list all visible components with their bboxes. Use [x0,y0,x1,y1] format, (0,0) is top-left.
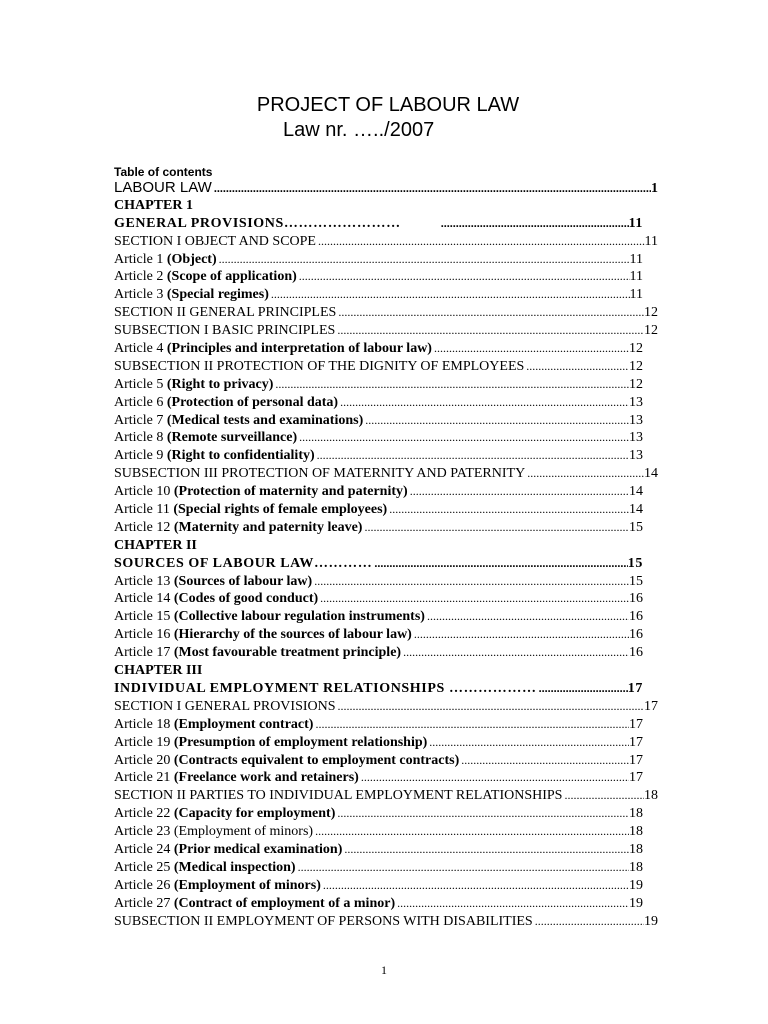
toc-entry-page: 13 [629,394,643,410]
toc-entry-title: (Presumption of employment relationship) [173,734,428,750]
toc-entry-label: Article 12 [114,519,171,535]
toc-entry-page: 18 [629,806,643,822]
toc-entry[interactable] [114,179,658,197]
toc-entry-page: 12 [644,323,658,339]
toc-entry-page: 11 [629,269,643,285]
toc-entry-label: Article 8 [114,430,164,446]
toc-entry-title: (Medical tests and examinations) [166,412,364,428]
toc-entry-title: (Employment contract) [173,716,314,732]
toc-entry-label: Article 6 [114,394,164,410]
toc-entry[interactable] [114,268,643,286]
toc-entry-label: Article 26 [114,877,171,893]
toc-entry-title: (Codes of good conduct) [173,591,319,607]
toc-entry-label: Article 16 [114,627,171,643]
toc-entry[interactable] [114,215,643,233]
toc-entry[interactable] [114,787,658,805]
toc-entry[interactable] [114,304,658,322]
toc-entry-page: 15 [627,555,643,571]
toc-entry-page: 12 [629,376,643,392]
toc-entry-page: 17 [627,680,643,696]
toc-entry-title: (Sources of labour law) [173,573,313,589]
toc-entry-page: 17 [629,752,643,768]
toc-entry-page: 13 [629,448,643,464]
toc-entry[interactable] [114,626,643,644]
toc-entry-label: Article 21 [114,770,171,786]
toc-entry-title: (Most favourable treatment principle) [173,645,402,661]
toc-entry-label: Article 15 [114,609,171,625]
toc-entry[interactable] [114,698,658,716]
document-subtitle: Law nr. …../2007 [283,119,435,141]
toc-entry-page: 11 [644,233,658,249]
toc-entry-title: (Special regimes) [166,287,269,303]
toc-entry[interactable] [114,519,643,537]
toc-entry[interactable] [114,573,643,591]
toc-entry-page: 16 [629,609,643,625]
toc-entry-label: Article 24 [114,841,171,857]
toc-entry[interactable] [114,376,643,394]
toc-entry-title: (Contract of employment of a minor) [173,895,396,911]
toc-entry[interactable] [114,447,643,465]
toc-entry-label: SUBSECTION II PROTECTION OF THE DIGNITY OF EMPLOYEES [114,358,525,374]
toc-entry-label: SUBSECTION III PROTECTION OF MATERNITY AND PATERNITY [114,466,526,482]
toc-entry-title: (Right to confidentiality) [166,448,315,464]
toc-entry-label: Article 10 [114,484,171,500]
toc-entry-title: (Contracts equivalent to employment contracts) [173,752,460,768]
toc-entry-page: 13 [629,412,643,428]
toc-entry-page: 15 [629,573,643,589]
toc-entry-page: 19 [644,913,658,929]
toc-entry-label: Article 19 [114,734,171,750]
toc-entry-page: 1 [651,181,658,196]
toc-entry[interactable] [114,412,643,430]
toc-entry[interactable] [114,644,643,662]
toc-entry-label: SUBSECTION I BASIC PRINCIPLES [114,323,336,339]
toc-entry[interactable] [114,734,643,752]
toc-entry[interactable] [114,429,643,447]
toc-entry-label: Article 3 [114,287,164,303]
toc-entry[interactable] [114,752,643,770]
toc-entry-page: 18 [644,788,658,804]
toc-entry[interactable] [114,895,643,913]
toc-entry-label: SECTION II PARTIES TO INDIVIDUAL EMPLOYMENT RELATIONSHIPS [114,788,563,804]
toc-entry-label: Article 17 [114,645,171,661]
toc-entry-label: CHAPTER III [114,663,203,679]
toc-entry-title: (Employment of minors) [173,877,321,893]
toc-entry-page: 12 [629,358,643,374]
toc-entry[interactable] [114,233,658,251]
toc-heading: Table of contents [114,165,213,179]
toc-entry-page: 12 [629,341,643,357]
toc-entry-label: Article 4 [114,341,164,357]
toc-entry[interactable] [114,841,643,859]
toc-entry-label: SUBSECTION II EMPLOYMENT OF PERSONS WITH DISABILITIES [114,913,533,929]
toc-entry-title: (Freelance work and retainers) [173,770,359,786]
toc-entry-label: Article 11 [114,502,170,518]
toc-entry[interactable] [114,251,643,269]
toc-entry[interactable] [114,394,643,412]
toc-entry-title: (Prior medical examination) [173,841,343,857]
toc-entry-title: (Principles and interpretation of labour law) [166,341,432,357]
toc-entry-page: 17 [629,716,643,732]
toc-entry-page: 16 [629,645,643,661]
toc-entry[interactable] [114,322,658,340]
toc-entry-page: 18 [629,859,643,875]
toc-entry[interactable] [114,769,643,787]
toc-entry[interactable] [114,501,643,519]
toc-entry-page: 11 [629,287,643,303]
toc-entry-label: SECTION II GENERAL PRINCIPLES [114,305,337,321]
toc-entry-page: 14 [644,466,658,482]
toc-entry[interactable] [114,859,643,877]
toc-entry[interactable] [114,913,658,931]
toc-entry[interactable] [114,608,643,626]
toc-entry-label: Article 25 [114,859,171,875]
toc-chapter [114,197,659,215]
toc-entry-label: Article 5 [114,376,164,392]
toc-entry-label: Article 23 (Employment of minors) [114,824,314,840]
toc-entry[interactable] [114,483,643,501]
toc-entry-label: Article 20 [114,752,171,768]
toc-entry-page: 17 [629,734,643,750]
toc-entry-label: Article 14 [114,591,171,607]
table-of-contents [114,179,659,930]
toc-entry-title: (Scope of application) [166,269,297,285]
toc-entry[interactable] [114,358,643,376]
toc-entry-page: 16 [629,591,643,607]
toc-entry-label: CHAPTER II [114,537,197,553]
toc-entry-title: (Remote surveillance) [166,430,298,446]
toc-entry-label: INDIVIDUAL EMPLOYMENT RELATIONSHIPS ……………… [114,680,537,696]
toc-entry[interactable] [114,286,643,304]
toc-chapter [114,662,659,680]
toc-entry[interactable] [114,680,643,698]
toc-entry-title: (Right to privacy) [166,376,274,392]
toc-entry-page: 17 [644,698,658,714]
toc-entry-page: 17 [629,770,643,786]
toc-entry[interactable] [114,877,643,895]
toc-entry-page: 12 [644,305,658,321]
toc-entry[interactable] [114,805,643,823]
toc-entry-page: 16 [629,627,643,643]
toc-entry-title: (Collective labour regulation instruments) [173,609,425,625]
toc-entry-title: (Protection of personal data) [166,394,339,410]
toc-entry-page: 18 [629,824,643,840]
toc-entry-label: Article 9 [114,448,164,464]
toc-entry-label: SOURCES OF LABOUR LAW………… [114,555,373,571]
toc-entry[interactable] [114,555,643,573]
toc-entry-title: (Maternity and paternity leave) [173,519,363,535]
toc-entry-title: (Object) [166,251,217,267]
toc-entry-page: 11 [628,215,643,231]
toc-entry-page: 14 [629,502,643,518]
toc-entry[interactable] [114,590,643,608]
toc-entry-label: CHAPTER 1 [114,197,193,213]
toc-entry-label: Article 1 [114,251,164,267]
toc-entry-label: SECTION I OBJECT AND SCOPE [114,233,316,249]
toc-entry[interactable] [114,465,658,483]
toc-entry-title: (Protection of maternity and paternity) [173,484,408,500]
toc-entry-title: (Special rights of female employees) [173,502,388,518]
toc-entry-page: 14 [629,484,643,500]
toc-entry[interactable] [114,823,643,841]
toc-entry-page: 18 [629,841,643,857]
page-number: 1 [381,963,387,977]
toc-entry[interactable] [114,716,643,734]
toc-entry-label: LABOUR LAW [114,179,212,196]
toc-entry-title: (Capacity for employment) [173,806,336,822]
toc-entry-label: Article 22 [114,806,171,822]
toc-entry-title: (Hierarchy of the sources of labour law) [173,627,412,643]
toc-entry-label: Article 2 [114,269,164,285]
toc-entry-page: 13 [629,430,643,446]
toc-entry-title: (Medical inspection) [173,859,296,875]
toc-entry-label: Article 18 [114,716,171,732]
toc-entry-page: 19 [629,877,643,893]
toc-entry-label: SECTION I GENERAL PROVISIONS [114,698,336,714]
toc-chapter [114,537,659,555]
toc-entry-page: 11 [629,251,643,267]
toc-entry[interactable] [114,340,643,358]
toc-entry-page: 19 [629,895,643,911]
toc-entry-label: Article 7 [114,412,164,428]
toc-entry-label: Article 13 [114,573,171,589]
toc-entry-label: Article 27 [114,895,171,911]
toc-entry-label: GENERAL PROVISIONS…………………… [114,215,401,231]
toc-entry-page: 15 [629,519,643,535]
document-title: PROJECT OF LABOUR LAW [256,94,520,116]
